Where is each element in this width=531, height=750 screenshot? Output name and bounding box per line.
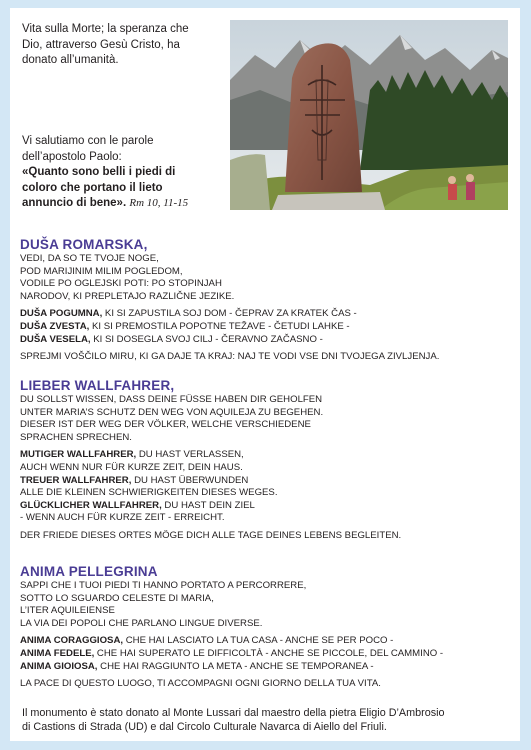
verse-line: SPRACHEN SPRECHEN. xyxy=(20,431,132,443)
stanza-rest: DU HAST VERLASSEN, xyxy=(136,449,244,461)
stanza-rest: AUCH WENN NUR FÜR KURZE ZEIT, DEIN HAUS. xyxy=(20,461,243,473)
closing-line: LA PACE DI QUESTO LUOGO, TI ACCOMPAGNI OGNI GIORNO DELLA TUA VITA. xyxy=(20,678,381,690)
german-section xyxy=(20,377,510,543)
stanza-bold: ANIMA GIOIOSA, xyxy=(20,660,98,672)
verse-line: LA VIA DEI POPOLI CHE PARLANO LINGUE DIVERSE. xyxy=(20,617,263,629)
stanza-bold: ANIMA CORAGGIOSA, xyxy=(20,635,124,647)
verse-line: DU SOLLST WISSEN, DASS DEINE FÜSSE HABEN DIR GEHOLFEN xyxy=(20,394,323,405)
stanza-line xyxy=(20,449,510,462)
intro-line: Vita sulla Morte; la speranza che xyxy=(22,23,189,35)
stanza-line xyxy=(20,487,510,500)
verse-line: VODILE PO OGLEJSKI POTI: PO STOPINJAH xyxy=(20,278,222,290)
intro-text xyxy=(22,22,222,69)
stanza-line xyxy=(20,512,510,525)
stanza-line xyxy=(20,635,510,648)
intro-line: Dio, attraverso Gesù Cristo, ha xyxy=(22,38,180,51)
stanza-bold: MUTIGER WALLFAHRER, xyxy=(20,449,137,461)
slovene-section xyxy=(20,236,510,364)
intro-line: donato all’umanità. xyxy=(22,54,119,66)
stanza-line xyxy=(20,321,510,334)
stanza-line xyxy=(20,500,510,513)
bible-reference: Rm 10, 11-15 xyxy=(129,197,189,209)
footer-note xyxy=(22,706,502,734)
quote-line: coloro che portano il lieto xyxy=(22,181,163,194)
verse-line: NARODOV, KI PREPLETAJO RAZLIČNE JEZIKE. xyxy=(20,290,235,302)
section-title: LIEBER WALLFAHRER, xyxy=(20,378,175,393)
section-title: DUŠA ROMARSKA, xyxy=(20,237,148,252)
footer-line: di Castions di Strada (UD) e dal Circolo Culturale Navarca di Aiello del Friuli. xyxy=(22,721,387,733)
stanza-rest: CHE HAI SUPERATO LE DIFFICOLTÀ - ANCHE SE PICCOLE, DEL CAMMINO - xyxy=(94,647,444,659)
verse-line: DIESER IST DER WEG DER VÖLKER, WELCHE VERSCHIEDENE xyxy=(20,419,311,431)
stanza-rest: KI SI DOSEGLA SVOJ CILJ - ČERAVNO ZAČASNO - xyxy=(90,333,323,345)
verse-line: POD MARIJINIM MILIM POGLEDOM, xyxy=(20,265,183,277)
stanza-rest: - WENN AUCH FÜR KURZE ZEIT - ERREICHT. xyxy=(20,512,225,524)
stanza-rest: CHE HAI LASCIATO LA TUA CASA - ANCHE SE PER POCO - xyxy=(123,635,394,647)
stanza-bold: ANIMA FEDELE, xyxy=(20,647,95,659)
italian-section xyxy=(20,563,510,691)
stanza-bold: DUŠA VESELA, xyxy=(20,333,91,345)
stanza-line xyxy=(20,308,510,321)
stanza-line xyxy=(20,462,510,475)
verse-line: L’ITER AQUILEIENSE xyxy=(20,605,115,617)
closing-line: SPREJMI VOŠČILO MIRU, KI GA DAJE TA KRAJ: NAJ TE VODI VSE DNI TVOJEGA ZIVLJENJA. xyxy=(20,351,440,363)
verse-line: SAPPI CHE I TUOI PIEDI TI HANNO PORTATO A PERCORRERE, xyxy=(20,580,307,591)
stanza-bold: DUŠA ZVESTA, xyxy=(20,320,90,332)
quote-line: «Quanto sono belli i piedi di xyxy=(22,166,176,178)
verse-line: SOTTO LO SGUARDO CELESTE DI MARIA, xyxy=(20,592,214,604)
stanza-rest: DU HAST DEIN ZIEL xyxy=(161,499,255,511)
closing-line: DER FRIEDE DIESES ORTES MÖGE DICH ALLE TAGE DEINES LEBENS BEGLEITEN. xyxy=(20,529,402,541)
stanza-bold: DUŠA POGUMNA, xyxy=(20,308,103,320)
stanza-line xyxy=(20,475,510,488)
quote-end: annuncio di bene». xyxy=(22,197,127,209)
stanza-line xyxy=(20,661,510,674)
stanza-line xyxy=(20,334,510,347)
verse-line: VEDI, DA SO TE TVOJE NOGE, xyxy=(20,253,159,264)
section-title: ANIMA PELLEGRINA xyxy=(20,564,158,579)
page xyxy=(10,8,520,741)
stanza-rest: KI SI PREMOSTILA POPOTNE TEŽAVE - ČETUDI LAHKE - xyxy=(89,320,350,332)
greeting-line: Vi salutiamo con le parole xyxy=(22,135,154,147)
footer-line: Il monumento è stato donato al Monte Lussari dal maestro della pietra Eligio D’Ambrosio xyxy=(22,707,445,719)
stanza-rest: DU HAST ÜBERWUNDEN xyxy=(131,474,249,486)
greeting-text xyxy=(22,134,232,212)
greeting-line: dell’apostolo Paolo: xyxy=(22,150,122,163)
stanza-rest: ALLE DIE KLEINEN SCHWIERIGKEITEN DIESES WEGES. xyxy=(20,487,278,499)
stanza-line xyxy=(20,648,510,661)
stanza-bold: GLÜCKLICHER WALLFAHRER, xyxy=(20,499,162,511)
stanza-rest: KI SI ZAPUSTILA SOJ DOM - ČEPRAV ZA KRATEK ČAS - xyxy=(102,308,357,320)
stanza-bold: TREUER WALLFAHRER, xyxy=(20,474,132,486)
verse-line: UNTER MARIA’S SCHUTZ DEN WEG VON AQUILEJA ZU BEGEHEN. xyxy=(20,406,324,418)
stanza-rest: CHE HAI RAGGIUNTO LA META - ANCHE SE TEMPORANEA - xyxy=(97,660,374,672)
quote-last-line xyxy=(22,196,232,212)
monument-photo xyxy=(230,20,508,210)
